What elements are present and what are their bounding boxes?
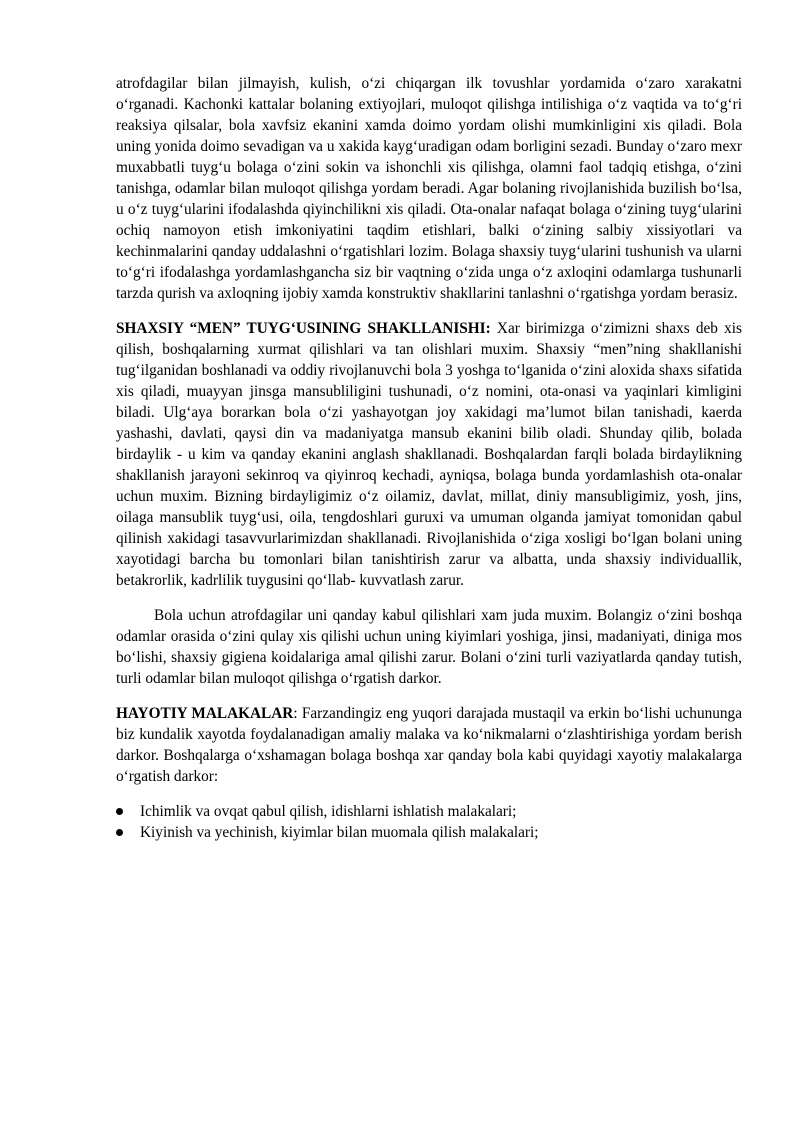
heading-life-skills: HAYOTIY MALAKALAR bbox=[116, 705, 294, 722]
paragraph-life-skills bbox=[116, 703, 742, 787]
list-item-text: Kiyinish va yechinish, kiyimlar bilan muomala qilish malakalari; bbox=[140, 824, 539, 841]
bullet-icon bbox=[116, 808, 123, 815]
list-item-text: Ichimlik va ovqat qabul qilish, idishlarni ishlatish malakalari; bbox=[140, 803, 517, 820]
paragraph-emotions: atrofdagilar bilan jilmayish, kulish, o‘zi chiqargan ilk tovushlar yordamida o‘zaro xarakatni o‘rganadi. Kachonki kattalar bolaning extiyojlari, muloqot qilishga intilishiga o‘z vaqtida va to‘g‘ri reaksiya qilsalar, bola xavfsiz ekanini xamda doimo yordam olishi mumkinligini xis qiladi. Bola uning yonida doimo sevadigan va u xakida kayg‘uradigan odam borligini sezadi. Bunday o‘zaro mexr muxabbatli tuyg‘u bolaga o‘zini sokin va ishonchli xis qilishga, olamni faol tadqiq etishga, o‘zini tanishga, odamlar bilan muloqot qilishga yordam beradi. Agar bolaning rivojlanishida buzilish bo‘lsa, u o‘z tuyg‘ularini ifodalashda qiyinchilikni xis qiladi. Ota-onalar nafaqat bolaga o‘zining tuyg‘ularini ochiq namoyon etish imkoniyatini taqdim etishlari, balki o‘zining salbiy xissiyotlari va kechinmalarini qanday uddalashni o‘rgatishlari lozim. Bolaga shaxsiy tuyg‘ularini tushunish va ularni to‘g‘ri ifodalashga yordamlashgancha siz bir vaqtning o‘zida unga o‘z axloqini odamlarga tushunarli tarzda qurish va axloqning ijobiy xamda konstruktiv shakllarini tanlashni o‘rgatishga yordam berasiz. bbox=[116, 75, 742, 302]
skills-list bbox=[116, 801, 742, 843]
bullet-icon bbox=[116, 829, 123, 836]
heading-self-identity: SHAXSIY “MEN” TUYG‘USINING SHAKLLANISHI: bbox=[116, 320, 491, 337]
list-item bbox=[116, 822, 742, 843]
list-item bbox=[116, 801, 742, 822]
paragraph-self-identity bbox=[116, 318, 742, 591]
document-page bbox=[116, 73, 742, 843]
text-self-identity: Xar birimizga o‘zimizni shaxs deb xis qilish, boshqalarning xurmat qilishlari va tan olishlari muxim. Shaxsiy “men”ning shakllanishi tug‘ilganidan boshlanadi va oddiy rivojlanuvchi bola 3 yoshga to‘lganida o‘zini aloxida shaxs sifatida xis qiladi, muayyan jinsga mansubliligini tushunadi, o‘z nomini, ota-onasi va yaqinlari kimligini biladi. Ulg‘aya borarkan bola o‘zi yashayotgan joy xakidagi ma’lumot bilan tanishadi, kaerda yashashi, davlati, qaysi din va madaniyatga mansub ekanini bilib oladi. Shunday qilib, bolada birdaylik - u kim va qanday ekanini anglash shakllanadi. Boshqalardan farqli bolada birdaylikning shakllanish jarayoni sekinroq va qiyinroq kechadi, ayniqsa, bolaga bunda yordamlashish ota-onalar uchun muxim. Bizning birdayligimiz o‘z oilamiz, davlat, millat, diniy mansubligimiz, yosh, jins, oilaga mansublik tuyg‘usi, oila, tengdoshlari guruxi va umuman olganda jamiyat tomonidan qabul qilinish xakidagi tasavvurlarimizdan shakllanadi. Rivojlanishida o‘ziga xosligi bo‘lgan bolani uning xayotidagi barcha bu tomonlari bilan tanishtirish zarur va albatta, unda shaxsiy individuallik, betakrorlik, kadrlilik tuygusini qo‘llab- kuvvatlash zarur. bbox=[116, 320, 742, 589]
text-life-skills: : Farzandingiz eng yuqori darajada mustaqil va erkin bo‘lishi uchununga biz kundalik xayotda foydalanadigan amaliy malaka va ko‘nikmalarni o‘zlashtirishiga yordam berish darkor. Boshqalarga o‘xshamagan bolaga boshqa xar qanday bola kabi quyidagi xayotiy malakalarga o‘rgatish darkor: bbox=[116, 705, 742, 785]
paragraph-acceptance: Bola uchun atrofdagilar uni qanday kabul qilishlari xam juda muxim. Bolangiz o‘zini boshqa odamlar orasida o‘zini qulay xis qilishi uchun uning kiyimlari yoshiga, jinsi, madaniyati, diniga mos bo‘lishi, shaxsiy gigiena koidalariga amal qilishi zarur. Bolani o‘zini turli vaziyatlarda qanday tutish, turli odamlar bilan muloqot qilishga o‘rgatish darkor. bbox=[116, 607, 742, 687]
